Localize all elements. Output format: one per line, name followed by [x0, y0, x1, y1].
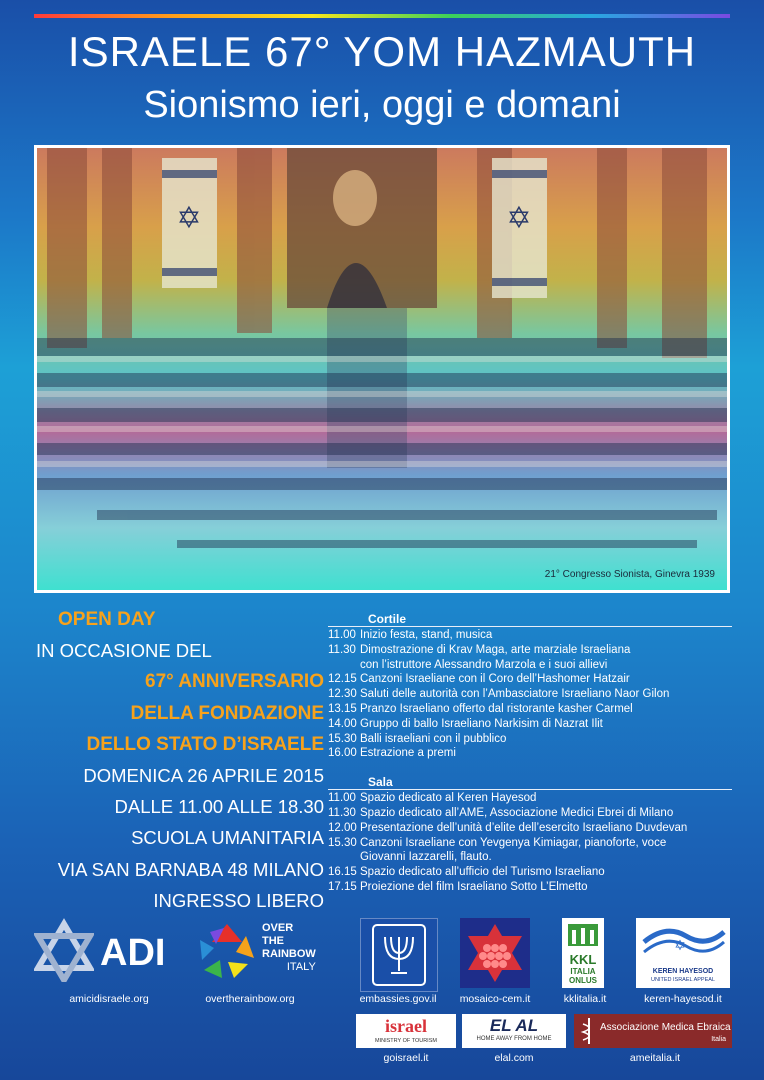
keren-hayesod-logo[interactable]: [636, 918, 730, 988]
row-time: [328, 850, 360, 865]
row-text: Spazio dedicato all’AME, Associazione Medici Ebrei di Milano: [360, 806, 674, 819]
sala-divider: [328, 789, 732, 790]
event-info: [14, 604, 324, 916]
congress-photo: [34, 145, 730, 593]
mosaic-star-icon: [460, 918, 530, 988]
row-time: 16.15: [328, 866, 357, 879]
elal-url[interactable]: elal.com: [494, 1052, 534, 1064]
row-text: Dimostrazione di Krav Maga, arte marziale Israeliana: [360, 643, 631, 656]
row-time: 17.15: [328, 880, 357, 893]
event-hours: DALLE 11.00 ALLE 18.30: [114, 796, 324, 818]
row-text: Proiezione del film Israeliano Sotto L’Elmetto: [360, 880, 588, 893]
row-time: 13.15: [328, 702, 357, 715]
kh-sub: UNITED ISRAEL APPEAL: [651, 977, 715, 983]
row-time: 12.15: [328, 673, 357, 686]
event-address: VIA SAN BARNABA 48 MILANO: [57, 858, 324, 880]
open-day-label: OPEN DAY: [58, 609, 156, 630]
schedule-row: [328, 732, 738, 747]
adi-text: ADI: [100, 932, 166, 974]
event-venue: SCUOLA UMANITARIA: [131, 827, 324, 849]
row-text: con l’istruttore Alessandro Marzola e i suoi allievi: [360, 658, 608, 671]
schedule-row: [328, 702, 738, 717]
row-time: 11.30: [328, 643, 356, 656]
schedule-row: [328, 865, 738, 880]
otr-line-2: THE: [262, 935, 284, 947]
kkl-text: KKL: [569, 952, 597, 967]
cortile-divider: [328, 626, 732, 627]
schedule-row: [328, 658, 738, 673]
program-schedule: [328, 612, 738, 895]
embassy-logo[interactable]: [360, 918, 438, 992]
otr-url[interactable]: overtherainbow.org: [205, 993, 295, 1005]
page-title: ISRAELE 67° YOM HAZMAUTH: [67, 28, 697, 75]
schedule-row: [328, 628, 738, 643]
row-time: 11.30: [328, 806, 356, 819]
kkl-onlus: ONLUS: [569, 976, 597, 985]
schedule-row: [328, 880, 738, 895]
svg-text:✡: ✡: [674, 938, 686, 954]
flag-wave-icon: [636, 918, 730, 966]
otr-line-1: OVER: [262, 922, 294, 934]
photo-illustration: [37, 148, 727, 590]
elal-sub: HOME AWAY FROM HOME: [476, 1036, 552, 1042]
schedule-row: [328, 746, 738, 761]
row-text: Pranzo Israeliano offerto dal ristorante kasher Carmel: [360, 702, 633, 715]
schedule-row: [328, 806, 738, 821]
foundation-line: DELLA FONDAZIONE: [130, 702, 324, 724]
row-text: Canzoni Israeliane con il Coro dell’Hashomer Hatzair: [360, 673, 630, 686]
row-text: Estrazione a premi: [360, 747, 456, 760]
row-text: Gruppo di ballo Israeliano Narkisim di Nazrat Ilit: [360, 717, 603, 730]
kkl-url[interactable]: kklitalia.it: [563, 993, 607, 1005]
schedule-row: [328, 836, 738, 851]
ame-url[interactable]: ameitalia.it: [629, 1052, 681, 1064]
over-the-rainbow-logo[interactable]: [198, 922, 316, 992]
kkl-logo[interactable]: [562, 918, 604, 988]
row-time: 14.00: [328, 717, 357, 730]
ame-sub: Italia: [711, 1036, 726, 1043]
schedule-row: [328, 821, 738, 836]
goisrael-sub: MINISTRY OF TOURISM: [375, 1038, 437, 1044]
row-text: Presentazione dell’unità d’elite dell’esercito Israeliano Duvdevan: [360, 821, 688, 834]
schedule-row: [328, 672, 738, 687]
goisrael-url[interactable]: goisrael.it: [383, 1052, 429, 1064]
otr-line-3: RAINBOW: [262, 948, 316, 960]
rainbow-stripe: [34, 14, 730, 18]
svg-text:✡: ✡: [176, 201, 202, 236]
schedule-row: [328, 717, 738, 732]
state-line: DELLO STATO D’ISRAELE: [86, 733, 324, 755]
star-of-david-icon: [34, 918, 94, 982]
adi-logo[interactable]: [34, 918, 164, 984]
menorah-emblem-icon: [361, 919, 437, 991]
page-subtitle: Sionismo ieri, oggi e domani: [143, 84, 621, 126]
otr-wordmark: [262, 922, 316, 974]
embassy-url[interactable]: embassies.gov.il: [359, 993, 437, 1005]
row-time: 16.00: [328, 747, 357, 760]
row-text: Inizio festa, stand, musica: [360, 629, 493, 641]
row-time: 15.30: [328, 836, 357, 849]
goisrael-logo[interactable]: [356, 1014, 456, 1048]
kh-url[interactable]: keren-hayesod.it: [644, 993, 722, 1005]
row-text: Giovanni Iazzarelli, flauto.: [360, 851, 492, 864]
goisrael-text: israel: [385, 1016, 427, 1036]
event-date: DOMENICA 26 APRILE 2015: [83, 764, 324, 786]
row-time: 11.00: [328, 629, 356, 641]
kkl-italia: ITALIA: [570, 967, 596, 976]
schedule-row: [328, 850, 738, 865]
mosaico-logo[interactable]: [460, 918, 530, 988]
otr-line-4: ITALY: [286, 961, 316, 973]
row-time: 12.00: [328, 821, 357, 834]
row-time: 15.30: [328, 732, 357, 745]
sala-heading: Sala: [368, 775, 393, 790]
row-text: Saluti delle autorità con l’Ambasciatore Israeliano Naor Gilon: [360, 688, 670, 701]
photo-caption: 21° Congresso Sionista, Ginevra 1939: [544, 569, 715, 580]
row-text: Balli israeliani con il pubblico: [360, 732, 507, 745]
caduceus-icon: [578, 1016, 600, 1046]
schedule-row: [328, 643, 738, 658]
row-time: 12.30: [328, 688, 357, 701]
rainbow-triangles-icon: [198, 922, 256, 980]
mosaico-url[interactable]: mosaico-cem.it: [459, 993, 531, 1005]
row-time: [328, 658, 360, 673]
cortile-heading: Cortile: [368, 612, 407, 626]
free-entry: INGRESSO LIBERO: [153, 889, 324, 911]
adi-url[interactable]: amicidisraele.org: [69, 993, 149, 1005]
row-text: Canzoni Israeliane con Yevgenya Kimiagar, pianoforte, voce: [360, 836, 667, 849]
anniversary-line: 67° ANNIVERSARIO: [145, 671, 324, 693]
elal-text: EL AL: [489, 1016, 539, 1035]
ame-logo[interactable]: [574, 1014, 732, 1048]
row-text: Spazio dedicato al Keren Hayesod: [360, 792, 537, 805]
row-text: Spazio dedicato all’ufficio del Turismo Israeliano: [360, 866, 605, 879]
schedule-row: [328, 791, 738, 806]
kh-text: KEREN HAYESOD: [652, 968, 714, 975]
elal-logo[interactable]: [462, 1014, 566, 1048]
svg-text:✡: ✡: [506, 201, 532, 236]
kkl-tree-icon: [562, 920, 604, 950]
ame-text: Associazione Medica Ebraica: [600, 1022, 731, 1033]
schedule-row: [328, 687, 738, 702]
row-time: 11.00: [328, 792, 356, 805]
occasion-line: IN OCCASIONE DEL: [36, 640, 212, 662]
